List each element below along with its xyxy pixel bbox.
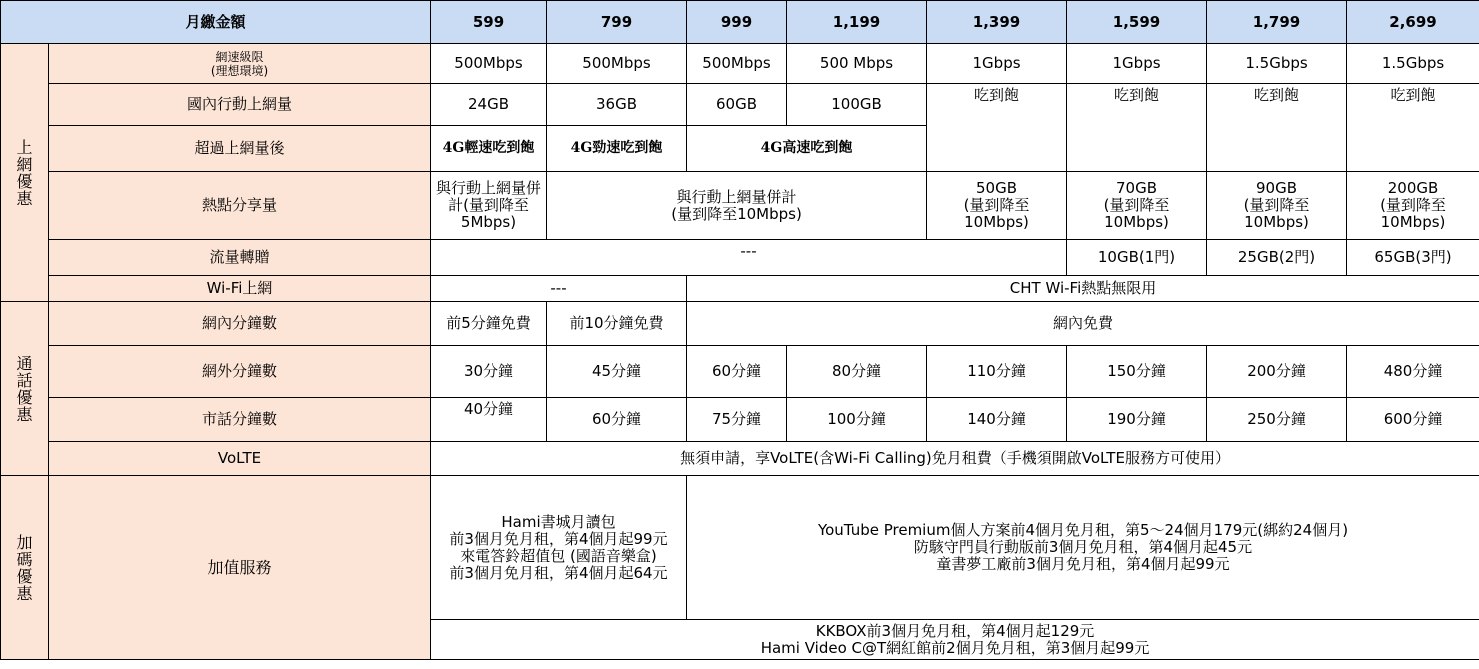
table-row	[1, 44, 1479, 84]
local-599: 40分鐘	[431, 398, 547, 442]
table-row	[1, 276, 1479, 302]
local-1399: 140分鐘	[927, 398, 1067, 442]
speed-2699: 1.5Gbps	[1347, 44, 1479, 84]
local-999: 75分鐘	[687, 398, 787, 442]
data-gift-1799: 25GB(2門)	[1207, 240, 1347, 276]
hotspot-1399: 50GB (量到降至 10Mbps)	[927, 172, 1067, 240]
local-2699: 600分鐘	[1347, 398, 1479, 442]
over-limit-999: 4G高速吃到飽	[687, 126, 927, 172]
data-2699: 吃到飽	[1347, 84, 1479, 172]
price-799: 799	[547, 1, 687, 44]
data-gift-label: 流量轉贈	[49, 240, 431, 276]
speed-599: 500Mbps	[431, 44, 547, 84]
data-gift-none: ---	[431, 240, 1067, 276]
onnet-799: 前10分鐘免費	[547, 302, 687, 346]
bonus-label: 加值服務	[49, 476, 431, 660]
data-599: 24GB	[431, 84, 547, 126]
data-1199: 100GB	[787, 84, 927, 126]
data-1399: 吃到飽	[927, 84, 1067, 172]
bonus-low-tier: Hami書城月讀包 前3個月免月租，第4個月起99元 來電答鈴超值包 (國語音樂盒) 前3個月免月租，第4個月起64元	[431, 476, 687, 620]
local-label: 市話分鐘數	[49, 398, 431, 442]
volte-text: 無須申請，享VoLTE(含Wi-Fi Calling)免月租費（手機須開啟VoLTE服務方可使用）	[431, 442, 1479, 476]
offnet-1599: 150分鐘	[1067, 346, 1207, 398]
table-row	[1, 442, 1479, 476]
speed-799: 500Mbps	[547, 44, 687, 84]
table-row	[1, 240, 1479, 276]
data-1599: 吃到飽	[1067, 84, 1207, 172]
price-999: 999	[687, 1, 787, 44]
wifi-unlimited: CHT Wi-Fi熱點無限用	[687, 276, 1479, 302]
speed-1599: 1Gbps	[1067, 44, 1207, 84]
price-2699: 2,699	[1347, 1, 1479, 44]
over-limit-799: 4G勁速吃到飽	[547, 126, 687, 172]
price-1799: 1,799	[1207, 1, 1347, 44]
speed-label: 網速級限 (理想環境)	[49, 44, 431, 84]
hotspot-1599: 70GB (量到降至 10Mbps)	[1067, 172, 1207, 240]
table-row	[1, 476, 1479, 620]
data-allowance-label: 國內行動上網量	[49, 84, 431, 126]
offnet-1199: 80分鐘	[787, 346, 927, 398]
onnet-599: 前5分鐘免費	[431, 302, 547, 346]
data-1799: 吃到飽	[1207, 84, 1347, 172]
data-gift-1599: 10GB(1門)	[1067, 240, 1207, 276]
offnet-1799: 200分鐘	[1207, 346, 1347, 398]
local-1799: 250分鐘	[1207, 398, 1347, 442]
wifi-none: ---	[431, 276, 687, 302]
local-799: 60分鐘	[547, 398, 687, 442]
hotspot-2699: 200GB (量到降至 10Mbps)	[1347, 172, 1479, 240]
speed-1799: 1.5Gbps	[1207, 44, 1347, 84]
bonus-high-tier: YouTube Premium個人方案前4個月免月租，第5～24個月179元(綁約24個月) 防駭守門員行動版前3個月免月租，第4個月起45元 童書夢工廠前3個月免月租，第4個月起99元	[687, 476, 1479, 620]
data-gift-2699: 65GB(3門)	[1347, 240, 1479, 276]
volte-label: VoLTE	[49, 442, 431, 476]
onnet-free: 網內免費	[687, 302, 1479, 346]
hotspot-label: 熱點分享量	[49, 172, 431, 240]
bonus-category: 加 碼 優 惠	[1, 476, 49, 660]
wifi-label: Wi-Fi上網	[49, 276, 431, 302]
over-limit-599: 4G輕速吃到飽	[431, 126, 547, 172]
header-row	[1, 1, 1479, 44]
table-row	[1, 398, 1479, 442]
local-1199: 100分鐘	[787, 398, 927, 442]
offnet-1399: 110分鐘	[927, 346, 1067, 398]
hotspot-599: 與行動上網量併計(量到降至5Mbps)	[431, 172, 547, 240]
calls-category: 通 話 優 惠	[1, 302, 49, 476]
table-row	[1, 302, 1479, 346]
table-row	[1, 346, 1479, 398]
price-1599: 1,599	[1067, 1, 1207, 44]
speed-1399: 1Gbps	[927, 44, 1067, 84]
data-999: 60GB	[687, 84, 787, 126]
data-799: 36GB	[547, 84, 687, 126]
monthly-fee-label: 月繳金額	[1, 1, 431, 44]
speed-999: 500Mbps	[687, 44, 787, 84]
onnet-label: 網內分鐘數	[49, 302, 431, 346]
over-limit-label: 超過上網量後	[49, 126, 431, 172]
table-row	[1, 84, 1479, 126]
local-1599: 190分鐘	[1067, 398, 1207, 442]
internet-category: 上 網 優 惠	[1, 44, 49, 302]
offnet-599: 30分鐘	[431, 346, 547, 398]
price-1399: 1,399	[927, 1, 1067, 44]
hotspot-799-1199: 與行動上網量併計 (量到降至10Mbps)	[547, 172, 927, 240]
offnet-999: 60分鐘	[687, 346, 787, 398]
bonus-all-tiers: KKBOX前3個月免月租，第4個月起129元 Hami Video C@T網紅館前2個月免月租，第3個月起99元	[431, 620, 1479, 660]
offnet-label: 網外分鐘數	[49, 346, 431, 398]
price-1199: 1,199	[787, 1, 927, 44]
hotspot-1799: 90GB (量到降至 10Mbps)	[1207, 172, 1347, 240]
offnet-799: 45分鐘	[547, 346, 687, 398]
price-599: 599	[431, 1, 547, 44]
table-row	[1, 172, 1479, 240]
speed-1199: 500 Mbps	[787, 44, 927, 84]
offnet-2699: 480分鐘	[1347, 346, 1479, 398]
